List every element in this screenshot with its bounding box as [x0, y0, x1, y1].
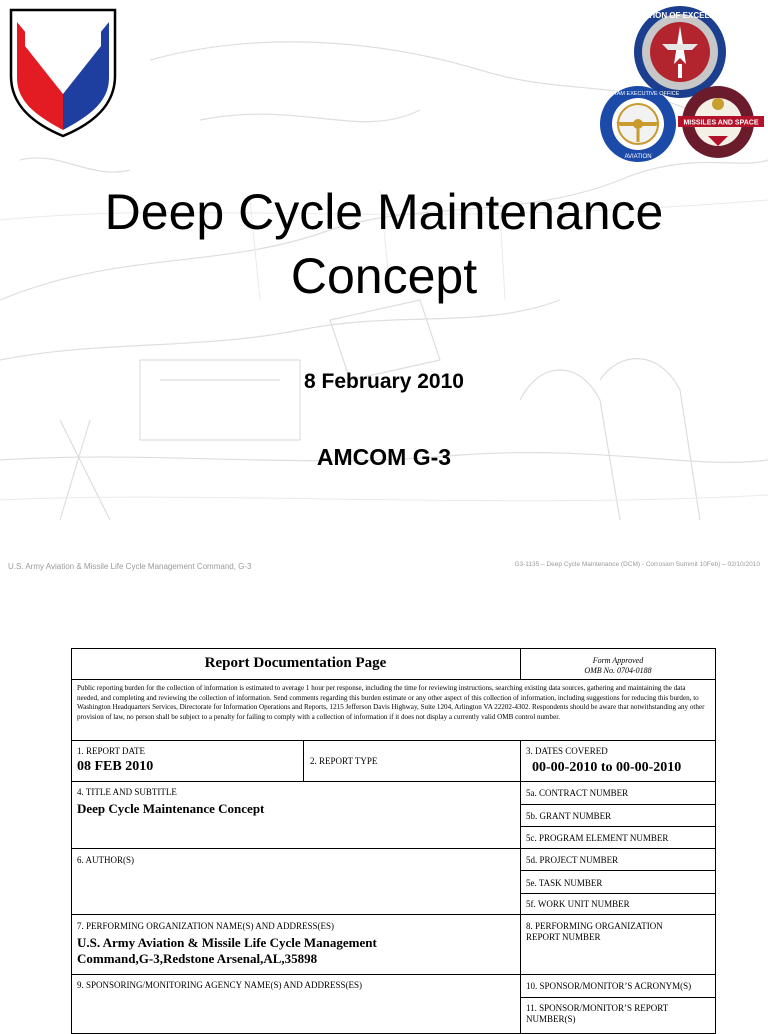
badge-left-text: PROGRAM EXECUTIVE OFFICE	[596, 91, 680, 97]
burden-statement: Public reporting burden for the collection of information is estimated to average 1 hour per response, including the time for reviewing instructions, searching existing data sources, gathering and maintaining the data needed, and completing and reviewing the collection of information. Send comments regarding this burden estimate or any other aspect of this collection of information, including suggestions for reducing this burden, to Washington Headquarters Services, Directorate for Information Operations and Reports, 1215 Jefferson Davis Highway, Suite 1204, Arlington VA 22202-4302. Respondents should be aware that notwithstanding any other provision of law, no person shall be subject to a penalty for failing to comply with a collection of information if it does not display a currently valid OMB control number.	[77, 684, 705, 722]
author-label: 6. AUTHOR(S)	[77, 855, 135, 865]
badge-right-text: MISSILES AND SPACE	[683, 119, 759, 127]
omb-number-label: OMB No. 0704-0188	[584, 666, 652, 675]
project-number-label: 5d. PROJECT NUMBER	[526, 855, 619, 865]
sponsor-report-label-line2: NUMBER(S)	[526, 1014, 576, 1024]
author-cell	[71, 848, 521, 915]
performing-org-line1: U.S. Army Aviation & Missile Life Cycle Management	[77, 935, 377, 950]
grant-number-label: 5b. GRANT NUMBER	[526, 811, 612, 821]
slide-footer-left: U.S. Army Aviation & Missile Life Cycle Management Command, G-3	[8, 562, 252, 571]
report-date-label: 1. REPORT DATE	[77, 746, 146, 756]
slide-org: AMCOM G-3	[316, 444, 452, 470]
slide-footer-right: G3-1135 – Deep Cycle Maintenance (DCM) - Corrosion Summit 10Feb) – 02/10/2010	[514, 561, 760, 568]
peo-aviation-badge-icon	[598, 84, 678, 164]
title-subtitle-value: Deep Cycle Maintenance Concept	[77, 801, 265, 816]
sponsor-report-label-line1: 11. SPONSOR/MONITOR’S REPORT	[526, 1003, 669, 1013]
report-documentation-form	[71, 648, 716, 1024]
work-unit-label: 5f. WORK UNIT NUMBER	[526, 899, 630, 909]
army-materiel-command-shield-icon	[7, 6, 119, 140]
slide-date: 8 February 2010	[304, 370, 464, 393]
performing-report-label-line2: REPORT NUMBER	[526, 932, 601, 942]
peo-missiles-and-space-badge-icon	[676, 84, 766, 160]
sponsoring-agency-label: 9. SPONSORING/MONITORING AGENCY NAME(S) AND ADDRESS(ES)	[77, 980, 363, 990]
dates-covered-value: 00-00-2010 to 00-00-2010	[532, 760, 682, 775]
slide-title-line1: Deep Cycle Maintenance	[104, 184, 664, 240]
slide-title	[0, 180, 768, 308]
form-title: Report Documentation Page	[204, 655, 387, 671]
program-element-label: 5c. PROGRAM ELEMENT NUMBER	[526, 833, 669, 843]
badge-top-text: TRADITION OF EXCELLENCE	[623, 11, 737, 20]
contract-number-label: 5a. CONTRACT NUMBER	[526, 788, 629, 798]
dates-covered-label: 3. DATES COVERED	[526, 746, 608, 756]
report-type-label: 2. REPORT TYPE	[310, 756, 378, 766]
form-approved-label: Form Approved	[592, 656, 644, 665]
title-subtitle-label: 4. TITLE AND SUBTITLE	[77, 787, 177, 797]
slide-title-line2: Concept	[290, 248, 478, 304]
task-number-label: 5e. TASK NUMBER	[526, 878, 603, 888]
report-date-value: 08 FEB 2010	[77, 759, 154, 774]
performing-report-label-line1: 8. PERFORMING ORGANIZATION	[526, 921, 663, 931]
performing-org-line2: Command,G-3,Redstone Arsenal,AL,35898	[77, 951, 318, 966]
badge-left-bottom-text: AVIATION	[624, 154, 652, 160]
performing-org-label: 7. PERFORMING ORGANIZATION NAME(S) AND ADDRESS(ES)	[77, 921, 335, 931]
sponsor-acronym-label: 10. SPONSOR/MONITOR’S ACRONYM(S)	[526, 981, 692, 991]
